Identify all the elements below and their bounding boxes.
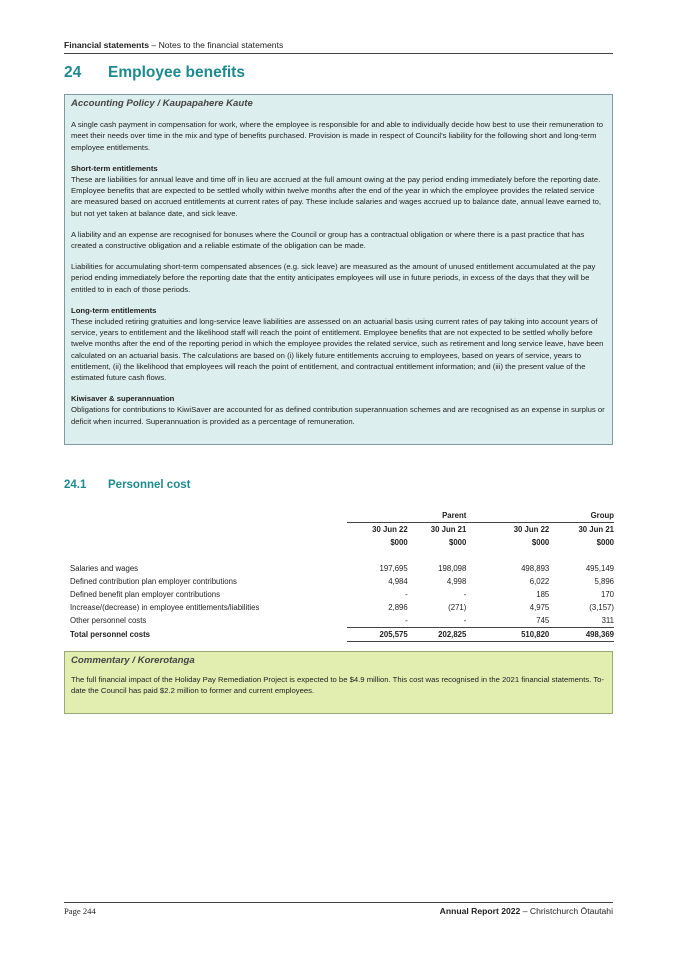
row-value: - <box>405 590 408 599</box>
note-number: 24 <box>64 64 82 81</box>
column-header: 30 Jun 22 <box>372 525 408 534</box>
row-value: 6,022 <box>529 577 550 586</box>
row-value: 2,896 <box>388 603 408 612</box>
table-row <box>70 575 614 588</box>
unit-header: $000 <box>448 538 467 547</box>
unit-header: $000 <box>596 538 614 547</box>
total-value: 510,820 <box>466 628 549 642</box>
row-value: 311 <box>601 616 614 625</box>
table-row <box>70 562 614 575</box>
unit-header: $000 <box>531 538 550 547</box>
short-term-heading: Short-term entitlements <box>71 163 158 173</box>
row-value: 198,098 <box>438 564 467 573</box>
group-header-group: Group <box>466 508 614 523</box>
row-value: - <box>463 616 467 625</box>
row-value: 5,896 <box>594 577 614 586</box>
group-header-parent: Parent <box>347 508 466 523</box>
header-separator: – <box>149 40 159 50</box>
footer-report <box>440 906 613 916</box>
unit-header: $000 <box>390 538 408 547</box>
row-value: 498,893 <box>521 564 550 573</box>
table-row <box>70 614 614 628</box>
total-value: 205,575 <box>347 628 408 642</box>
running-header <box>64 40 613 54</box>
table-group-row <box>70 508 614 523</box>
footer-report-title: Annual Report 2022 <box>439 906 521 916</box>
note-title <box>64 64 613 82</box>
row-value: - <box>463 590 467 599</box>
table-row <box>70 588 614 601</box>
header-subsection: Notes to the financial statements <box>158 40 284 50</box>
short-term-paragraph-3: Liabilities for accumulating short-term compensated absences (e.g. sick leave) are measured as the amount of unused entitlement accumulated at the pay period ending immediately before the reporting date that the entity anticipates employees will use in future periods, in excess of the days that they will be entitled to in each of those periods. <box>71 262 596 294</box>
row-value: 4,984 <box>388 577 408 586</box>
row-value: (3,157) <box>589 603 614 612</box>
total-label: Total personnel costs <box>70 630 151 639</box>
row-value: 4,998 <box>446 577 467 586</box>
short-term-paragraph-2: A liability and an expense are recognised for bonuses where the Council or group has a contractual obligation or where there is a past practice that has created a constructive obligation and a reliable estimate of the obligation can be made. <box>71 229 585 251</box>
column-header: 30 Jun 21 <box>430 525 467 534</box>
footer-city: Christchurch Ōtautahi <box>529 906 613 916</box>
policy-intro: A single cash payment in compensation for work, where the employee is responsible for and able to individually decide how best to use their remuneration to meet their needs over time in the mix and type of benefits purchased. Provision is made in respect of Council’s liability for the following short and long-term employee entitlements. <box>71 120 604 152</box>
long-term-heading: Long-term entitlements <box>71 305 157 315</box>
total-value: 202,825 <box>408 628 467 642</box>
total-row <box>70 628 614 642</box>
personnel-cost-number: 24.1 <box>64 479 87 491</box>
commentary-box <box>64 651 613 714</box>
row-value: - <box>405 616 408 625</box>
row-value: 185 <box>536 590 550 599</box>
row-label: Defined contribution plan employer contributions <box>70 577 237 586</box>
page-footer <box>64 902 613 916</box>
page-number: Page 244 <box>64 906 96 916</box>
table-unit-row <box>70 536 614 549</box>
table-row <box>70 601 614 614</box>
long-term-paragraph: These included retiring gratuities and long-service leave liabilities are assessed on an actuarial basis using current rates of pay taking into account years of service, years to entitlement and the likelihood staff will reach the point of entitlement. Employee benefits that are not expected to be settled wholly before twelve months after the end of the reporting period in which the employee provides the related service, such as retirement and long service leave, have been calculated on an actuarial basis. The calculations are based on (i) likely future entitlements accruing to employees, based on years of service, years to entitlement, (ii) the likelihood that employees will reach the point of entitlement, and contractual entitlement information; and (iii) the present value of the estimated future cash flows. <box>71 317 604 383</box>
policy-heading: Accounting Policy / Kaupapahere Kaute <box>71 98 253 109</box>
commentary-text: The full financial impact of the Holiday Pay Remediation Project is expected to be $4.9 million. This cost was recognised in the 2021 financial statements. To-date the Council has paid $2.2 million to former and current employees. <box>71 675 604 696</box>
personnel-cost-table <box>70 508 614 642</box>
table-column-row <box>70 523 614 537</box>
row-value: 197,695 <box>379 564 408 573</box>
total-value: 498,369 <box>549 628 614 642</box>
row-value: 745 <box>536 616 550 625</box>
row-value: 4,975 <box>529 603 550 612</box>
column-header: 30 Jun 22 <box>513 525 550 534</box>
personnel-cost-title <box>64 479 613 491</box>
accounting-policy-box <box>64 94 613 445</box>
footer-separator: – <box>520 906 530 916</box>
header-section: Financial statements <box>64 40 150 50</box>
row-value: 170 <box>600 590 614 599</box>
row-label: Salaries and wages <box>70 564 139 573</box>
column-header: 30 Jun 21 <box>578 525 614 534</box>
row-value: (271) <box>448 603 467 612</box>
row-value: 495,149 <box>585 564 614 573</box>
row-label: Other personnel costs <box>70 616 147 626</box>
kiwisaver-heading: Kiwisaver & superannuation <box>71 394 175 404</box>
note-title-text: Employee benefits <box>108 64 245 81</box>
row-label: Increase/(decrease) in employee entitlements/liabilities <box>70 603 260 612</box>
kiwisaver-paragraph: Obligations for contributions to KiwiSaver are accounted for as defined contribution superannuation schemes and are recognised as an expense in surplus or deficit when incurred. Superannuation is provided as a percentage of remuneration. <box>71 405 605 426</box>
commentary-heading: Commentary / Korerotanga <box>71 655 195 666</box>
short-term-paragraph-1: These are liabilities for annual leave and time off in lieu are accrued at the full amount owing at the pay period ending immediately before the reporting date. Employee benefits that are expected to be settled wholly within twelve months after the end of the year in which the employee provides the related service are measured based on accrued entitlements at current rates of pay. These include salaries and wages accrued up to balance date, annual leave earned to, but not yet taken at balance date, and sick leave. <box>71 175 602 218</box>
personnel-cost-title-text: Personnel cost <box>108 479 191 491</box>
row-label: Defined benefit plan employer contributions <box>70 590 220 599</box>
